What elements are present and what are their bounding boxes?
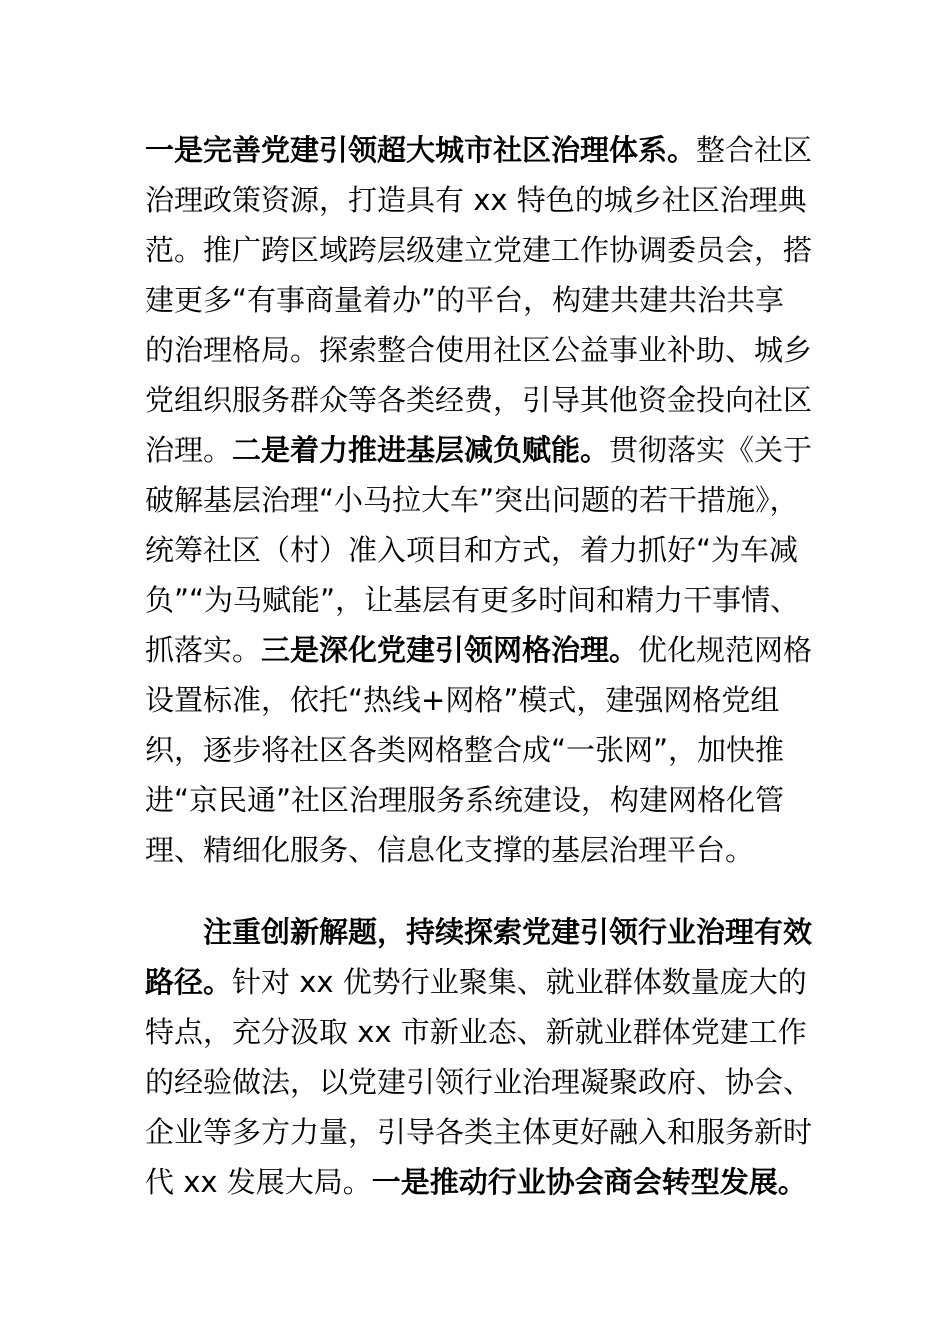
text-line <box>145 1162 807 1202</box>
text-line <box>145 380 812 420</box>
text-line <box>145 480 799 520</box>
text-line <box>145 280 784 320</box>
text-line <box>145 580 799 620</box>
text-line <box>145 430 812 470</box>
text-run: 党组织服务群众等各类经费，引导其他资金投向社区 <box>145 383 813 417</box>
bold-heading: 路径。 <box>145 965 233 999</box>
text-line <box>145 730 784 770</box>
bold-heading: 注重创新解题，持续探索党建引领行业治理有效 <box>203 915 813 949</box>
text-run: 统筹社区（村）准入项目和方式，着力抓好“为车减 <box>145 533 799 567</box>
bold-heading: 二是着力推进基层减负赋能。 <box>232 433 610 467</box>
text-run: 范。推广跨区域跨层级建立党建工作协调委员会，搭 <box>145 233 813 267</box>
text-line <box>145 780 784 820</box>
bold-heading: 一是推动行业协会商会转型发展。 <box>371 1165 807 1199</box>
text-run: 破解基层治理“小马拉大车”突出问题的若干措施》， <box>145 483 799 517</box>
text-line <box>203 912 812 952</box>
text-run: 织，逐步将社区各类网格整合成“一张网”，加快推 <box>145 733 785 767</box>
text-run: 治理。 <box>145 433 233 467</box>
text-line <box>145 1112 812 1152</box>
text-line <box>145 1012 807 1052</box>
text-run: 治理政策资源，打造具有 xx 特色的城乡社区治理典 <box>145 183 807 217</box>
bold-heading: 三是深化党建引领网格治理。 <box>261 633 639 667</box>
text-line <box>145 330 812 370</box>
text-run: 的治理格局。探索整合使用社区公益事业补助、城乡 <box>145 333 813 367</box>
text-line <box>145 962 807 1002</box>
text-run: 代 xx 发展大局。 <box>145 1165 372 1199</box>
text-line <box>145 630 812 670</box>
text-line <box>145 530 798 570</box>
text-line <box>145 680 779 720</box>
text-run: 进“京民通”社区治理服务系统建设，构建网格化管 <box>145 783 785 817</box>
text-run: 整合社区 <box>696 133 813 167</box>
text-run: 抓落实。 <box>145 633 262 667</box>
text-run: 设置标准，依托“热线+网格”模式，建强网格党组 <box>145 683 780 717</box>
text-line <box>145 230 812 270</box>
text-run: 建更多“有事商量着办”的平台，构建共建共治共享 <box>145 283 785 317</box>
text-line <box>145 1062 812 1102</box>
text-run: 贯彻落实《关于 <box>609 433 813 467</box>
bold-heading: 一是完善党建引领超大城市社区治理体系。 <box>145 133 697 167</box>
text-run: 针对 xx 优势行业聚集、就业群体数量庞大的 <box>232 965 807 999</box>
text-run: 特点，充分汲取 xx 市新业态、新就业群体党建工作 <box>145 1015 807 1049</box>
text-line <box>145 830 754 870</box>
text-line <box>145 180 807 220</box>
text-line <box>145 130 812 170</box>
text-run: 理、精细化服务、信息化支撑的基层治理平台。 <box>145 833 755 867</box>
text-run: 的经验做法，以党建引领行业治理凝聚政府、协会、 <box>145 1065 813 1099</box>
text-run: 优化规范网格 <box>638 633 813 667</box>
text-run: 企业等多方力量，引导各类主体更好融入和服务新时 <box>145 1115 813 1149</box>
text-run: 负”“为马赋能”，让基层有更多时间和精力干事情、 <box>145 583 800 617</box>
